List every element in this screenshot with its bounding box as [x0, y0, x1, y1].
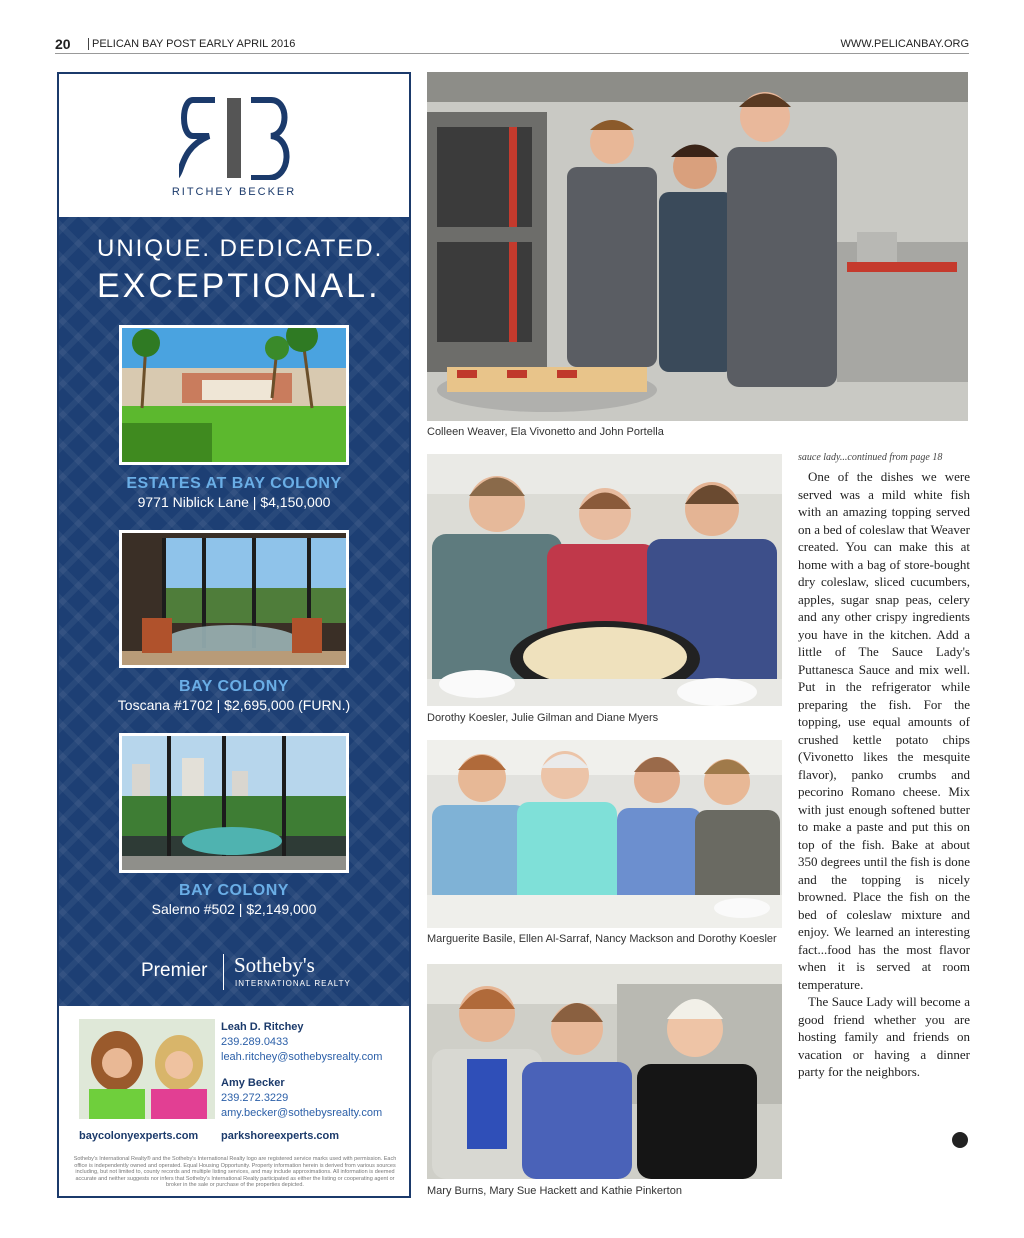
photo-three-women: [427, 964, 782, 1179]
listing-photo-estates: [119, 325, 349, 465]
ad-disclaimer: Sotheby's International Realty® and the Sotheby's International Realty logo are registered service marks used with permission. Each office is independently owned and operated. Equal Housing Opportunity. Property information herein is derived from various sources including, but not limited to, county records and multiple listing services, and may include approximations. All information is deemed accurate and neither suggests nor infers that Sotheby's International Realty participated as either the listing or cooperating agent or broker in the sale or purchase of the properties depicted.: [73, 1156, 397, 1188]
tagline-1: UNIQUE. DEDICATED.: [97, 235, 384, 262]
article-paragraph-1: One of the dishes we were served was a mild white fish with an amazing topping served on a bed of coleslaw that Weaver created. You can make this at home with a bag of store-bought dry coleslaw, sliced cucumbers, apples, sugar snap peas, celery and any other crispy ingredients you have in the kitchen. Add a little of The Sauce Lady's Puttanesca Sauce and mix well. Put in the refrigerator while preparing the fish. For the topping, use equal amounts of crushed kettle potato chips (Vivonetto likes the mesquite flavor), panko crumbs and pecorino Romano cheese. Mix with just enough softened butter to make a paste and put this on top of the fish. Bake at about 350 degrees until the fish is done and the topping is nicely browned. Place the fish on the bed of coleslaw mixture and enjoy. We learned an interesting fact...food has the most flavor when it is served at room temperature.: [798, 469, 970, 992]
agent-1-phone[interactable]: 239.289.0433: [221, 1036, 289, 1048]
premier-label: Premier: [141, 960, 208, 981]
logo-divider: [223, 954, 224, 990]
article-paragraph-2: The Sauce Lady will become a good friend whether you are hosting family and friends on vacation or having a dinner party for the neighbors.: [798, 994, 970, 1079]
photo-four-women: [427, 740, 782, 928]
page-number: 20: [55, 36, 71, 52]
listing-name-1: ESTATES AT BAY COLONY: [126, 475, 342, 492]
photo-caption-3: Marguerite Basile, Ellen Al-Sarraf, Nancy Mackson and Dorothy Koesler: [427, 933, 777, 945]
photo-caption-2: Dorothy Koesler, Julie Gilman and Diane Myers: [427, 712, 659, 724]
agent-1-email[interactable]: leah.ritchey@sothebysrealty.com: [221, 1051, 383, 1063]
brand-name: RITCHEY BECKER: [171, 186, 297, 198]
ad-blue-panel: [59, 217, 409, 1006]
ad-logo-area: [59, 74, 409, 217]
listing-detail-1: 9771 Niblick Lane | $4,150,000: [137, 494, 331, 510]
listing-name-2: BAY COLONY: [179, 678, 289, 695]
listing-detail-3: Salerno #502 | $2,149,000: [151, 901, 317, 917]
agents-photo: [79, 1019, 215, 1119]
rb-logo-icon: [179, 96, 291, 180]
site-link-2[interactable]: parkshoreexperts.com: [221, 1130, 339, 1142]
listing-photo-toscana: [119, 530, 349, 668]
listing-detail-2: Toscana #1702 | $2,695,000 (FURN.): [117, 697, 351, 713]
continued-note: sauce lady...continued from page 18: [798, 452, 943, 463]
website-link[interactable]: WWW.PELICANBAY.ORG: [840, 38, 969, 50]
page-header: [55, 36, 969, 54]
sothebys-subtitle: INTERNATIONAL REALTY: [235, 979, 351, 988]
article-end-icon: [952, 1132, 968, 1148]
listing-name-3: BAY COLONY: [179, 882, 289, 899]
photo-pasta-dish: [427, 454, 782, 706]
photo-caption-1: Colleen Weaver, Ela Vivonetto and John Portella: [427, 426, 664, 438]
agent-2-name: Amy Becker: [221, 1077, 285, 1089]
sothebys-logo: Sotheby's: [234, 953, 315, 977]
photo-caption-4: Mary Burns, Mary Sue Hackett and Kathie Pinkerton: [427, 1185, 682, 1197]
listing-photo-salerno: [119, 733, 349, 873]
tagline-2: EXCEPTIONAL.: [97, 267, 381, 305]
publication-title: PELICAN BAY POST EARLY APRIL 2016: [88, 38, 295, 50]
site-link-1[interactable]: baycolonyexperts.com: [79, 1130, 199, 1142]
photo-kitchen-staff: [427, 72, 968, 421]
agent-2-email[interactable]: amy.becker@sothebysrealty.com: [221, 1107, 383, 1119]
agent-2-phone[interactable]: 239.272.3229: [221, 1092, 289, 1104]
article-body: [798, 468, 970, 1081]
agent-1-name: Leah D. Ritchey: [221, 1021, 304, 1033]
real-estate-ad: [57, 72, 411, 1198]
